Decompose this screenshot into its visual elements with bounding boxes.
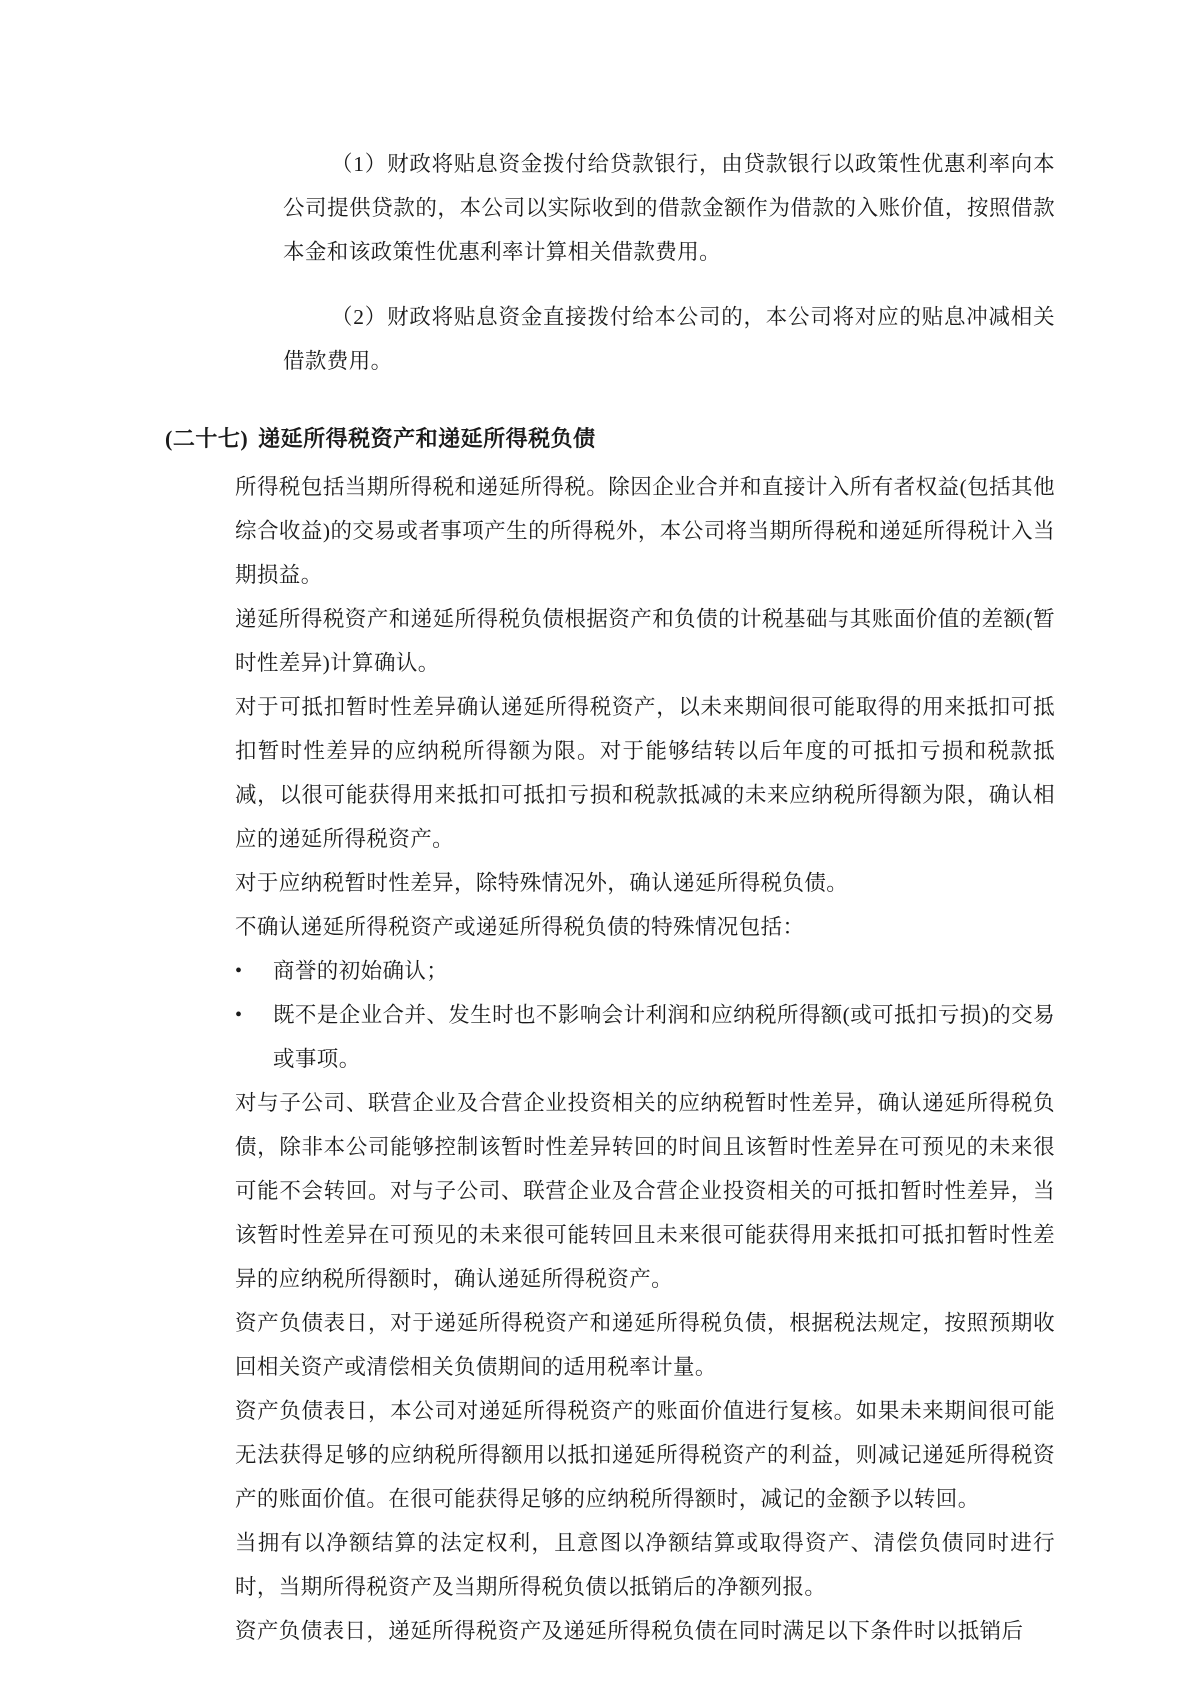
list-item-label: 商誉的初始确认； [273,959,449,983]
paragraph-taxable-temporary-difference: 对于应纳税暂时性差异，除特殊情况外，确认递延所得税负债。 [235,871,849,895]
list-item [105,949,1095,993]
paragraph-exceptions-intro: 不确认递延所得税资产或递延所得税负债的特殊情况包括： [235,915,805,939]
paragraph-offset-conditions: 资产负债表日，递延所得税资产及递延所得税负债在同时满足以下条件时以抵销后 [235,1619,1024,1643]
paragraph-deductible-temporary-difference: 对于可抵扣暂时性差异确认递延所得税资产，以未来期间很可能取得的用来抵扣可抵扣暂时性差异的应纳税所得额为限。对于能够结转以后年度的可抵扣亏损和税款抵减，以很可能获得用来抵扣可抵扣亏损和税款抵减的未来应纳税所得额为限，确认相应的递延所得税资产。 [235,695,1055,851]
page-content [105,142,1095,1654]
exceptions-list [105,949,1095,1081]
paragraph-measurement-tax-rate: 资产负债表日，对于递延所得税资产和递延所得税负债，根据税法规定，按照预期收回相关资产或清偿相关负债期间的适用税率计量。 [235,1311,1055,1379]
paragraph-financial-subsidy-2: （2）财政将贴息资金直接拨付给本公司的，本公司将对应的贴息冲减相关借款费用。 [283,305,1055,373]
paragraph-subsidiary-investments: 对与子公司、联营企业及合营企业投资相关的应纳税暂时性差异，确认递延所得税负债，除非本公司能够控制该暂时性差异转回的时间且该暂时性差异在可预见的未来很可能不会转回。对与子公司、联营企业及合营企业投资相关的可抵扣暂时性差异，当该暂时性差异在可预见的未来很可能转回且未来很可能获得用来抵扣可抵扣暂时性差异的应纳税所得额时，确认递延所得税资产。 [235,1091,1055,1291]
list-item [105,993,1095,1081]
paragraph-net-settlement: 当拥有以净额结算的法定权利，且意图以净额结算或取得资产、清偿负债同时进行时，当期所得税资产及当期所得税负债以抵销后的净额列报。 [235,1531,1055,1599]
paragraph-temporary-difference: 递延所得税资产和递延所得税负债根据资产和负债的计税基础与其账面价值的差额(暂时性差异)计算确认。 [235,607,1055,675]
bullet-dot-icon: • [235,960,243,982]
paragraph-review-carrying-amount: 资产负债表日，本公司对递延所得税资产的账面价值进行复核。如果未来期间很可能无法获得足够的应纳税所得额用以抵扣递延所得税资产的利益，则减记递延所得税资产的账面价值。在很可能获得足够的应纳税所得额时，减记的金额予以转回。 [235,1399,1055,1511]
paragraph-financial-subsidy-1: （1）财政将贴息资金拨付给贷款银行，由贷款银行以政策性优惠利率向本公司提供贷款的，本公司以实际收到的借款金额作为借款的入账价值，按照借款本金和该政策性优惠利率计算相关借款费用。 [283,151,1055,264]
section-title: 递延所得税资产和递延所得税负债 [258,426,596,451]
section-heading [105,419,1095,459]
list-item-label: 既不是企业合并、发生时也不影响会计利润和应纳税所得额(或可抵扣亏损)的交易或事项。 [273,1003,1055,1071]
section-number: (二十七) [165,426,249,451]
paragraph-income-tax-scope: 所得税包括当期所得税和递延所得税。除因企业合并和直接计入所有者权益(包括其他综合收益)的交易或者事项产生的所得税外，本公司将当期所得税和递延所得税计入当期损益。 [235,475,1055,587]
bullet-dot-icon: • [235,1004,243,1026]
